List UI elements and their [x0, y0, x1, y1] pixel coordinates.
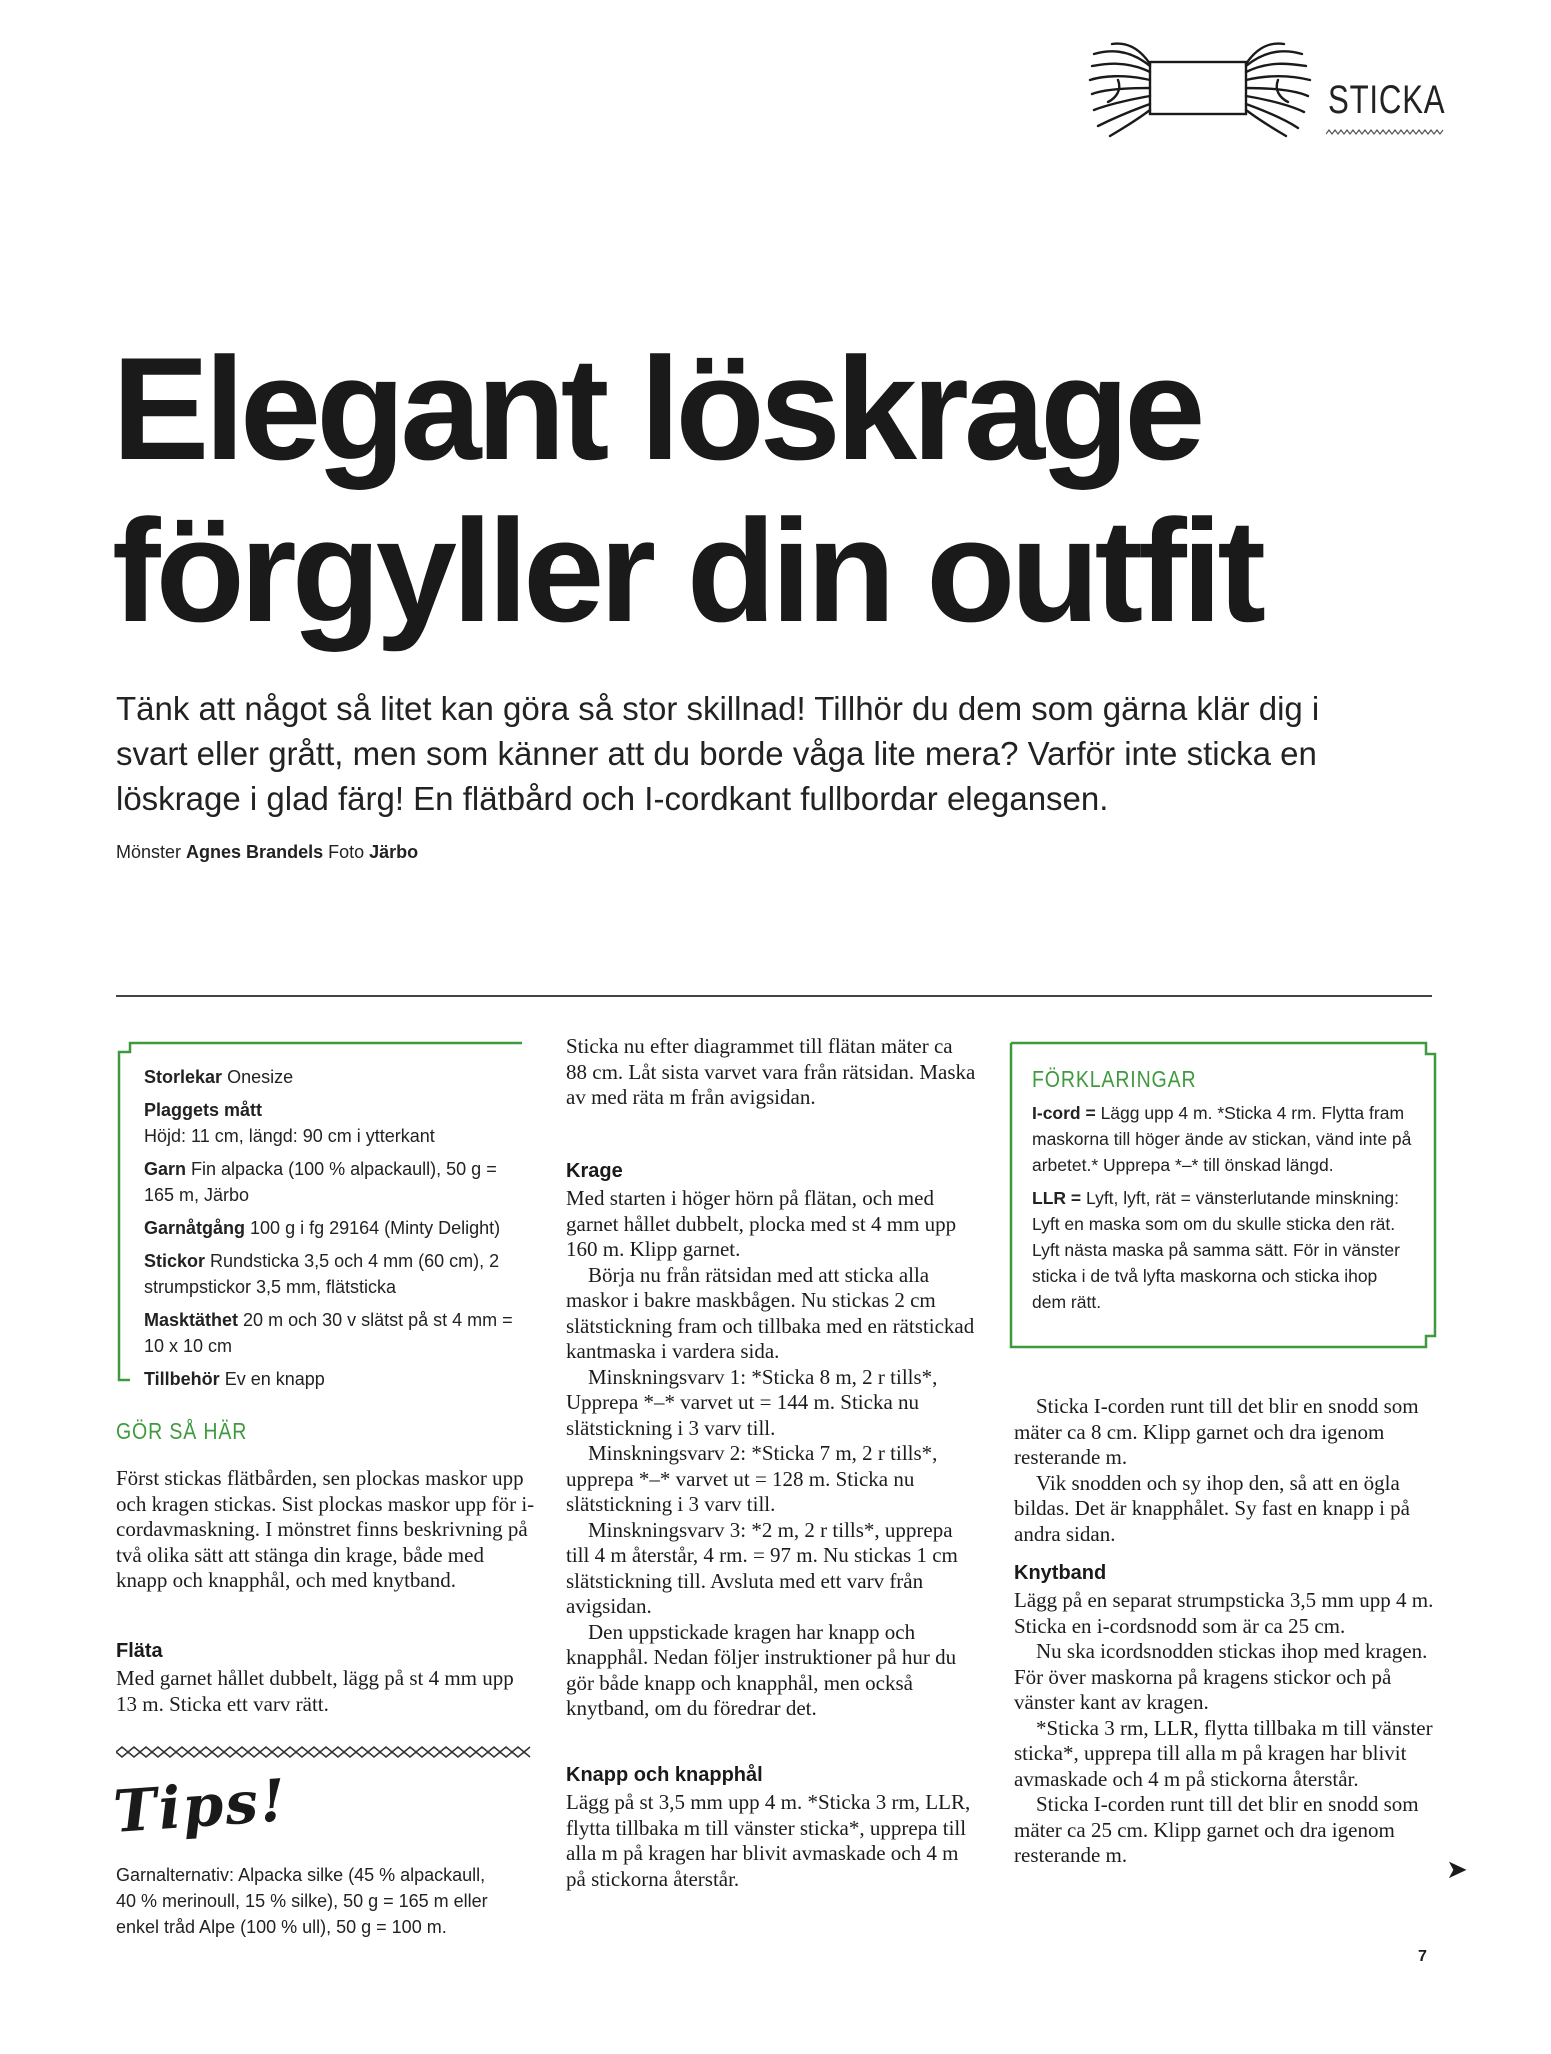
- krage-paragraph: Minskningsvarv 1: *Sticka 8 m, 2 r tills*, Upprepa *–* varvet ut = 144 m. Sticka nu slätstickning i 3 varv till.: [566, 1364, 938, 1440]
- knytband-text: [1014, 1588, 1434, 1869]
- krage-paragraph: Minskningsvarv 2: *Sticka 7 m, 2 r tills*, upprepa *–* varvet ut = 128 m. Sticka nu slätstickning i 3 varv till.: [566, 1441, 938, 1516]
- tips-text: Garnalternativ: Alpacka silke (45 % alpackaull, 40 % merinoull, 15 % silke), 50 g = 165 m eller enkel tråd Alpe (100 % ull), 50 g = 100 m.: [116, 1865, 488, 1937]
- page-header: [1088, 40, 1448, 140]
- info-garnatgang: Garnåtgång 100 g i fg 29164 (Minty Delight): [144, 1218, 501, 1238]
- knapp-heading: Knapp och knapphål: [566, 1764, 763, 1786]
- zigzag-divider: [1326, 128, 1444, 136]
- col3-text: [1014, 1394, 1434, 1547]
- flata-heading: Fläta: [116, 1640, 163, 1662]
- krage-paragraph: Börja nu från rätsidan med att sticka alla maskor i bakre maskbågen. Nu stickas 2 cm slätstickning fram och tillbaka med en rätstickad kantmaska i vardera sida.: [566, 1262, 975, 1363]
- flata-text: Med garnet hållet dubbelt, lägg på st 4 mm upp 13 m. Sticka ett varv rätt.: [116, 1666, 514, 1716]
- photo-label: Foto: [328, 842, 365, 862]
- info-tillbehor: Tillbehör Ev en knapp: [144, 1369, 325, 1389]
- tips-title: Tips!: [111, 1766, 290, 1846]
- title-line-1: Elegant löskrage: [112, 327, 1201, 490]
- zigzag-divider: [116, 1746, 532, 1758]
- col3-paragraph: Vik snodden och sy ihop den, så att en ögla bildas. Det är knapphålet. Sy fast en knapp i på andra sidan.: [1014, 1470, 1410, 1546]
- yarn-skein-icon: [1088, 40, 1318, 140]
- section-divider: [116, 995, 1432, 997]
- info-masktathet: Masktäthet 20 m och 30 v slätst på st 4 mm = 10 x 10 cm: [144, 1310, 513, 1356]
- krage-paragraph: Med starten i höger hörn på flätan, och med garnet hållet dubbelt, plocka med st 4 mm upp 160 m. Klipp garnet.: [566, 1186, 957, 1261]
- info-stickor: Stickor Rundsticka 3,5 och 4 mm (60 cm), 2 strumpstickor 3,5 mm, flätsticka: [144, 1251, 500, 1297]
- explain-llr: LLR = Lyft, lyft, rät = vänsterlutande minskning: Lyft en maska som om du skulle sticka den rät. Lyft nästa maska på samma sätt. För in vänster sticka i de två lyfta maskorna och sticka ihop dem rätt.: [1032, 1188, 1400, 1312]
- page-title: [112, 328, 1472, 652]
- knytband-paragraph: Lägg på en separat strumpsticka 3,5 mm upp 4 m. Sticka en i-cordsnodd som är ca 25 cm.: [1014, 1588, 1434, 1638]
- info-garn: Garn Fin alpacka (100 % alpackaull), 50 g = 165 m, Järbo: [144, 1159, 497, 1205]
- info-matt: Plaggets mått Höjd: 11 cm, längd: 90 cm i ytterkant: [144, 1100, 435, 1146]
- knytband-paragraph: *Sticka 3 rm, LLR, flytta tillbaka m till vänster sticka*, upprepa till alla m på kragen har blivit avmaskade och 4 m på stickorna återstår.: [1014, 1715, 1433, 1791]
- credits: [116, 842, 418, 863]
- explanations-heading: FÖRKLARINGAR: [1032, 1066, 1197, 1092]
- info-box: [116, 1040, 526, 1400]
- pattern-label: Mönster: [116, 842, 182, 862]
- krage-text: [566, 1186, 976, 1722]
- col2-intro: Sticka nu efter diagrammet till flätan mäter ca 88 cm. Låt sista varvet vara från rätsidan. Maska av med räta m från avigsidan.: [566, 1034, 976, 1109]
- knytband-heading: Knytband: [1014, 1562, 1107, 1584]
- knapp-text: Lägg på st 3,5 mm upp 4 m. *Sticka 3 rm, LLR, flytta tillbaka m till vänster sticka*, upprepa till alla m på kragen har blivit avmaskade och 4 m på stickorna återstår.: [566, 1790, 971, 1891]
- explanations-box: [1008, 1040, 1438, 1352]
- lede-paragraph: Tänk att något så litet kan göra så stor skillnad! Tillhör du dem som gärna klär dig i svart eller grått, men som känner att du borde våga lite mera? Varför inte sticka en löskrage i glad färg! En flätbård och I-cordkant fullbordar elegansen.: [116, 690, 1320, 817]
- knytband-paragraph: Nu ska icordsnodden stickas ihop med kragen. För över maskorna på kragens stickor och på vänster kant av kragen.: [1014, 1639, 1428, 1714]
- title-line-2: förgyller din outfit: [112, 489, 1261, 652]
- section-label: STICKA: [1328, 78, 1446, 122]
- explain-icord: I-cord = Lägg upp 4 m. *Sticka 4 rm. Flytta fram maskorna till höger ände av stickan, vänd inte på arbetet.* Upprepa *–* till önskad längd.: [1032, 1103, 1412, 1175]
- krage-paragraph: Den uppstickade kragen har knapp och knapphål. Nedan följer instruktioner på hur du gör både knapp och knapphål, men också knytband, om du föredrar det.: [566, 1619, 957, 1720]
- col3-paragraph: Sticka I-corden runt till det blir en snodd som mäter ca 8 cm. Klipp garnet och dra igenom resterande m.: [1014, 1394, 1419, 1469]
- krage-paragraph: Minskningsvarv 3: *2 m, 2 r tills*, upprepa till 4 m återstår, 4 rm. = 97 m. Nu stickas 1 cm slätstickning till. Avsluta med ett varv från avigsidan.: [566, 1517, 958, 1618]
- page-number: 7: [1418, 1948, 1427, 1965]
- how-to-heading: GÖR SÅ HÄR: [116, 1418, 248, 1444]
- how-to-text: Först stickas flätbården, sen plockas maskor upp och kragen stickas. Sist plockas maskor upp för i-cordavmaskning. I mönstret finns beskrivning på två olika sätt att stänga din krage, både med knapp och knapphål, och med knytband.: [116, 1466, 535, 1592]
- knytband-paragraph: Sticka I-corden runt till det blir en snodd som mäter ca 25 cm. Klipp garnet och dra igenom resterande m.: [1014, 1792, 1419, 1867]
- pattern-author: Agnes Brandels: [186, 842, 324, 862]
- info-storlekar: Storlekar Onesize: [144, 1067, 294, 1087]
- next-page-arrow-icon: ➤: [1446, 1854, 1468, 1884]
- krage-heading: Krage: [566, 1160, 623, 1182]
- photo-credit: Järbo: [369, 842, 419, 862]
